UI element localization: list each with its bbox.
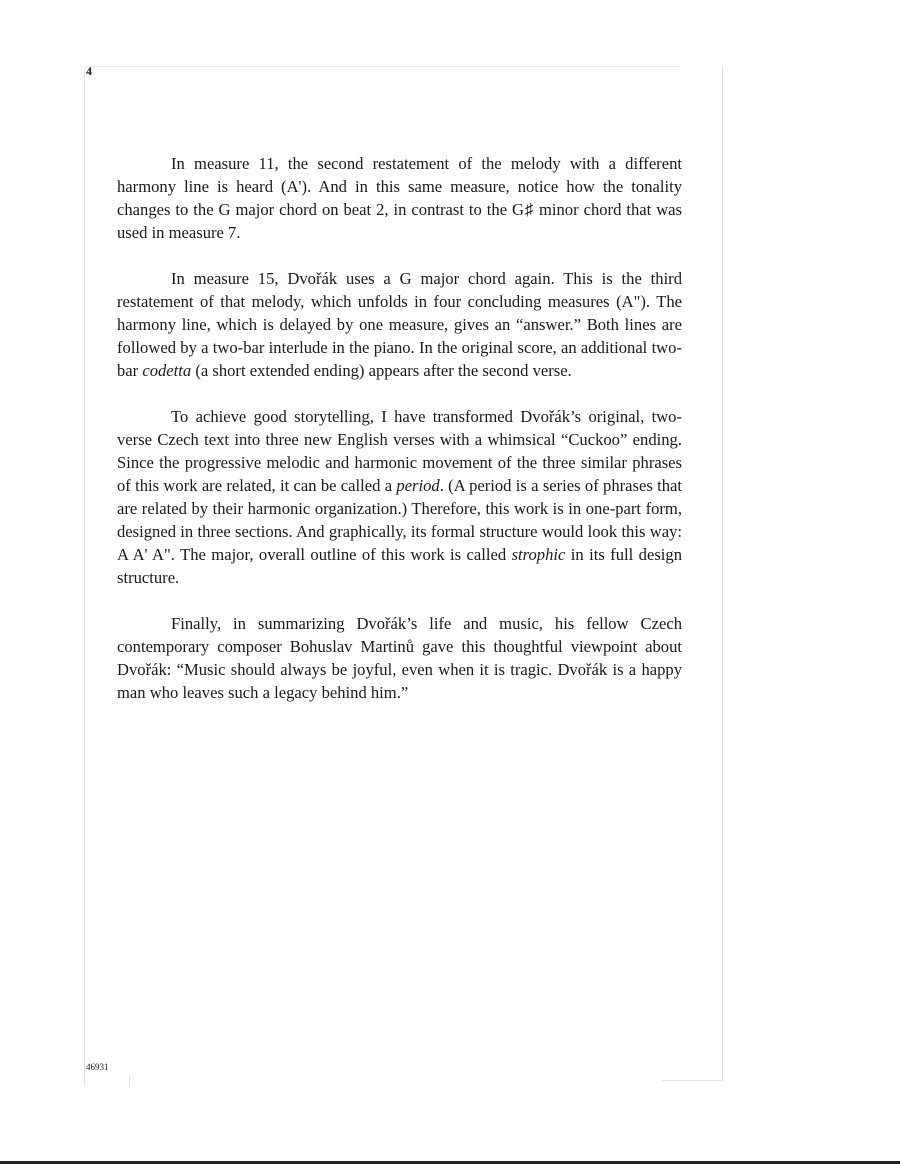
paragraph-2-italic-term: codetta — [142, 361, 192, 380]
crop-mark — [129, 1076, 130, 1086]
paragraph-2-text-a: In measure 15, Dvořák uses a G major chord again. This is the third restatement of that melody, which unfolds in four concluding measures (A"). The harmony line, which is delayed by one measure, gives an “answer.” Both lines are followed by a two-bar interlude in the piano. In the original score, an additional two-bar — [117, 269, 682, 380]
paragraph-2 — [117, 267, 682, 382]
page-edge-right — [722, 66, 723, 1082]
paragraph-3-text-c: in its full design structure. — [117, 545, 683, 587]
catalog-number: 46931 — [86, 1062, 109, 1072]
body-text — [117, 152, 682, 727]
paragraph-3 — [117, 405, 682, 589]
page-edge-bottom — [662, 1080, 722, 1081]
page-edge-top — [84, 66, 680, 67]
paragraph-3-text-a: To achieve good storytelling, I have transformed Dvořák’s original, two-verse Czech text into three new English verses with a whimsical “Cuckoo” ending. Since the progressive melodic and harmonic movement of the three similar phrases of this work are related, it can be called a — [117, 407, 682, 495]
paragraph-1: In measure 11, the second restatement of the melody with a different harmony line is heard (A'). And in this same measure, notice how the tonality changes to the G major chord on beat 2, in contrast to the G♯ minor chord that was used in measure 7. — [117, 154, 682, 242]
paragraph-2-text-b: (a short extended ending) appears after the second verse. — [191, 361, 572, 380]
page-edge-left — [84, 66, 85, 1086]
paragraph-4: Finally, in summarizing Dvořák’s life and music, his fellow Czech contemporary composer Bohuslav Martinů gave this thoughtful viewpoint about Dvořák: “Music should always be joyful, even when it is tragic. Dvořák is a happy man who leaves such a legacy behind him.” — [117, 614, 682, 702]
page-number: 4 — [86, 64, 92, 78]
paragraph-3-italic-term-2: strophic — [511, 545, 566, 564]
paragraph-3-italic-term-1: period — [396, 476, 440, 495]
paragraph-3-text-b: . (A period is a series of phrases that are related by their harmonic organization.) Therefore, this work is in one-part form, designed in three sections. And graphically, its formal structure would look this way: A A' A". The major, overall outline of this work is called — [117, 476, 682, 564]
